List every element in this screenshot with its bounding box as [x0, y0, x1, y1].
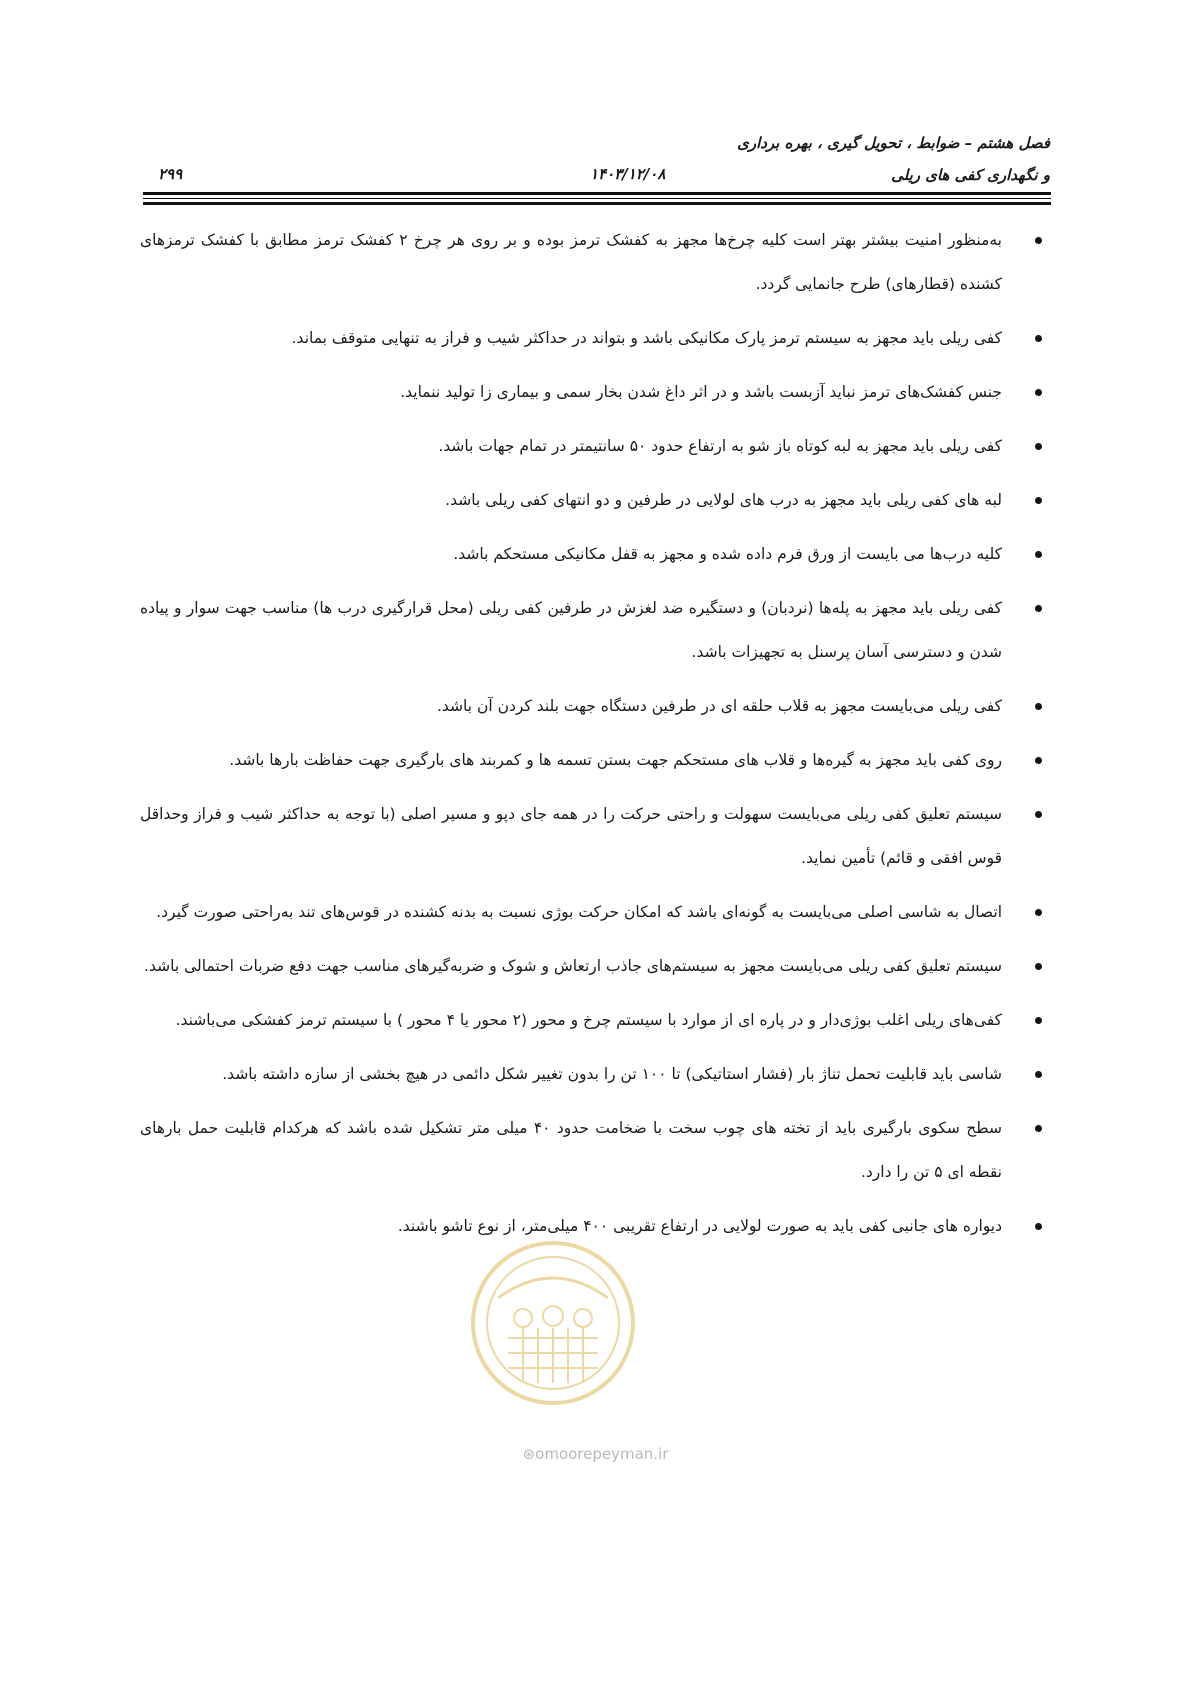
bullet-icon: [1035, 757, 1042, 764]
bullet-icon: [1035, 237, 1042, 244]
list-item: [140, 738, 1010, 782]
list-item: [140, 424, 1010, 468]
bullet-icon: [1035, 1125, 1042, 1132]
list-item: [140, 532, 1010, 576]
list-item-text: کفی‌های ریلی اغلب بوژی‌دار و در پاره ای از موارد با سیستم چرخ و محور (۲ محور یا ۴ محور ) با سیستم ترمز کفشکی می‌باشند.: [175, 1011, 1002, 1029]
bullet-icon: [1035, 443, 1042, 450]
list-item: [140, 218, 1010, 306]
list-item-text: لبه های کفی ریلی باید مجهز به درب های لولایی در طرفین و دو انتهای کفی ریلی باشد.: [445, 491, 1002, 509]
watermark-seal-icon: [468, 1238, 638, 1408]
bullet-icon: [1035, 1223, 1042, 1230]
list-item-text: شاسی باید قابلیت تحمل تناژ بار (فشار استاتیکی) تا ۱۰۰ تن را بدون تغییر شکل دائمی در هیچ بخشی از سازه داشته باشد.: [222, 1065, 1002, 1083]
chapter-title-line1: فصل هشتم – ضوابط ، تحویل گیری ، بهره برداری: [737, 134, 1050, 152]
header-rule-top: [143, 192, 1051, 195]
bullet-icon: [1035, 335, 1042, 342]
list-item-text: کفی ریلی باید مجهز به سیستم ترمز پارک مکانیکی باشد و بتواند در حداکثر شیب و فراز به تنهایی متوقف بماند.: [291, 329, 1002, 347]
list-item-text: دیواره های جانبی کفی باید به صورت لولایی در ارتفاع تقریبی ۴۰۰ میلی‌متر، از نوع تاشو باشند.: [397, 1217, 1002, 1235]
watermark-logo: [468, 1238, 638, 1408]
list-item: [140, 478, 1010, 522]
page-number: ۲۹۹: [158, 165, 183, 183]
watermark-site-text: omoorepeyman.ir: [535, 1445, 669, 1463]
list-item: [140, 684, 1010, 728]
list-item: [140, 316, 1010, 360]
list-item: [140, 1106, 1010, 1194]
watermark-site: [0, 1445, 1191, 1463]
list-item: [140, 998, 1010, 1042]
list-item-text: کفی ریلی باید مجهز به پله‌ها (نردبان) و دستگیره ضد لغزش در طرفین کفی ریلی (محل قرارگیری درب ها) مناسب جهت سوار و پیاده شدن و دسترسی آسان پرسنل به تجهیزات باشد.: [140, 599, 1002, 661]
list-item-text: سطح سکوی بارگیری باید از تخته های چوب سخت با ضخامت حدود ۴۰ میلی متر تشکیل شده باشد که هرکدام قابلیت حمل بارهای نقطه ای ۵ تن را دارد.: [140, 1119, 1002, 1181]
bullet-icon: [1035, 811, 1042, 818]
header-date: ۱۴۰۳/۱۲/۰۸: [590, 165, 666, 183]
requirements-list: [140, 218, 1010, 1248]
bullet-icon: [1035, 551, 1042, 558]
list-item: [140, 586, 1010, 674]
list-item-text: کفی ریلی می‌بایست مجهز به قلاب حلقه ای در طرفین دستگاه جهت بلند کردن آن باشد.: [436, 697, 1002, 715]
list-item-text: جنس کفشک‌های ترمز نباید آزبست باشد و در اثر داغ شدن بخار سمی و بیماری زا تولید ننماید.: [400, 383, 1002, 401]
header-rule-bottom: [143, 202, 1051, 205]
bullet-icon: [1035, 1017, 1042, 1024]
page-header: [150, 128, 1050, 198]
list-item-text: کلیه درب‌ها می بایست از ورق فرم داده شده و مجهز به قفل مکانیکی مستحکم باشد.: [453, 545, 1002, 563]
list-item-text: سیستم تعلیق کفی ریلی می‌بایست مجهز به سیستم‌های جاذب ارتعاش و شوک و ضربه‌گیرهای مناسب جهت دفع ضربات احتمالی باشد.: [144, 957, 1002, 975]
bullet-icon: [1035, 605, 1042, 612]
bullet-icon: [1035, 703, 1042, 710]
list-item-text: کفی ریلی باید مجهز به لبه کوتاه باز شو به ارتفاع حدود ۵۰ سانتیمتر در تمام جهات باشد.: [438, 437, 1002, 455]
list-item: [140, 1052, 1010, 1096]
bullet-icon: [1035, 497, 1042, 504]
bullet-icon: [1035, 963, 1042, 970]
list-item-text: اتصال به شاسی اصلی می‌بایست به گونه‌ای باشد که امکان حرکت بوژی نسبت به بدنه کشنده در قوس‌های تند به‌راحتی صورت گیرد.: [156, 903, 1002, 921]
header-rule-middle: [143, 198, 1051, 199]
list-item-text: به‌منظور امنیت بیشتر بهتر است کلیه چرخ‌ها مجهز به کفشک ترمز بوده و بر روی هر چرخ ۲ کفشک ترمز مطابق با کفشک ترمزهای کشنده (قطارهای) طرح جانمایی گردد.: [140, 231, 1002, 293]
list-item-text: سیستم تعلیق کفی ریلی می‌بایست سهولت و راحتی حرکت را در همه جای دپو و مسیر اصلی (با توجه به حداکثر شیب و فراز وحداقل قوس افقی و قائم) تأمین نماید.: [140, 805, 1002, 867]
list-item: [140, 370, 1010, 414]
watermark-site-icon: ⊛: [522, 1445, 536, 1463]
bullet-icon: [1035, 389, 1042, 396]
list-item: [140, 890, 1010, 934]
chapter-title-line2: و نگهداری کفی های ریلی: [891, 166, 1050, 184]
list-item-text: روی کفی باید مجهز به گیره‌ها و قلاب های مستحکم جهت بستن تسمه ها و کمربند های بارگیری جهت حفاظت بارها باشد.: [229, 751, 1002, 769]
bullet-icon: [1035, 1071, 1042, 1078]
list-item: [140, 944, 1010, 988]
bullet-icon: [1035, 909, 1042, 916]
page-body: [140, 218, 1010, 1258]
list-item: [140, 792, 1010, 880]
